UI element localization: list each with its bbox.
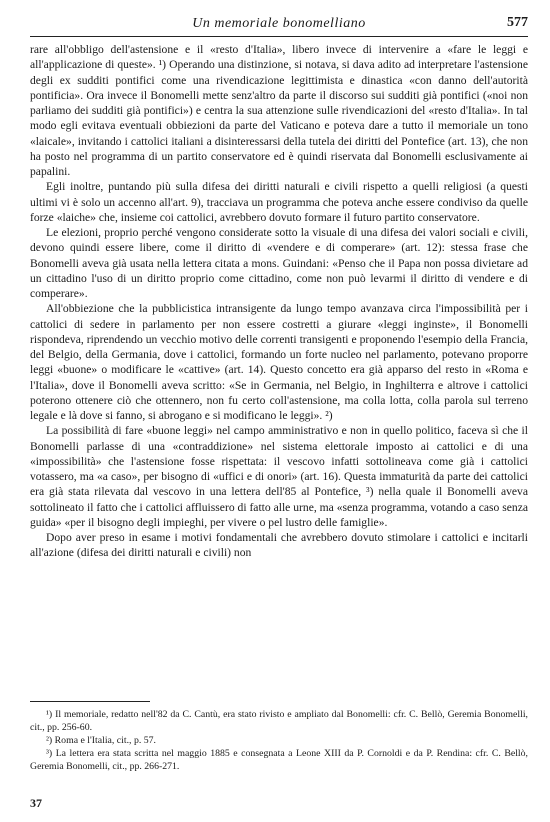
paragraph: La possibilità di fare «buone leggi» nel campo amministrativo e non in quello politico, faceva sì che il Bonomelli parlasse di una «contraddizione» nel sistema elettorale imposto ai cattolici e di una «impossibilità» che l'astensione fosse rispettata: il vescovo infatti sottolineava come già i cattolici votassero, ma «a caso», per bisogno di «uffici e di onori» (art. 16). Questa immaturità da parte dei cattolici era già stata rilevata dal vescovo in una lettera dell'85 al Pontefice, ³) nella quale il Bonomelli aveva sottolineato il fatto che i cattolici affluissero di fatto alle urne, ma «senza programma, votando a caso senza guida» «per il bisogno degli impieghi, per vivere o pel lustro delle famiglie».	[30, 424, 528, 529]
footnote: ³) La lettera era stata scritta nel maggio 1885 e consegnata a Leone XIII da P. Cornoldi e da P. Rendina: cfr. C. Bellò, Geremia Bonomelli, cit., pp. 266-271.	[30, 748, 528, 772]
footnote-rule	[30, 701, 150, 702]
header-rule	[30, 36, 528, 37]
paragraph: Le elezioni, proprio perché vengono considerate sotto la visuale di una difesa dei valori sociali e civili, devono quindi essere libere, come il diritto di «vendere e di comperare» (art. 12): stessa frase che Bonomelli aveva già usata nella lettera citata a mons. Guindani: «Penso che il Papa non possa divietare ad un cittadino l'uso di un diritto proprio come cittadino, come non può levarmi il diritto di vendere e di comperare».	[30, 226, 528, 300]
footnotes	[30, 708, 528, 773]
page-number: 577	[507, 15, 528, 30]
signature-mark: 37	[30, 796, 42, 810]
paragraph: All'obbiezione che la pubblicistica intransigente da lungo tempo avanzava circa l'impossibilità per i cattolici di sedere in parlamento per non essere costretti a giurare «leggi inginste», il Bonomelli rispondeva, riprendendo un vecchio motivo delle correnti transigenti e proponendo l'esempio della Francia, del Belgio, della Germania, dove i cattolici, formando un forte nucleo nel parlamento, potevano proporre leggi «buone» o modificare le «cattive» (art. 14). Questo concetto era già apparso del resto in «Roma e l'Italia», dove il Bonomelli aveva scritto: «Se in Germania, nel Belgio, in Inghilterra e altrove i cattolici poterono ottenere ciò che ottennero, non fu certo coll'astensione, ma colla lotta, colla parola sul terreno legale e là dove si fanno, si abrogano e si modificano le leggi». ²)	[30, 302, 528, 422]
body-text	[30, 42, 528, 561]
footnote: ²) Roma e l'Italia, cit., p. 57.	[46, 735, 156, 746]
paragraph: Egli inoltre, puntando più sulla difesa dei diritti naturali e civili rispetto a quelli religiosi (a questi ultimi vi è solo un accenno all'art. 9), tracciava un programma che poteva anche essere condiviso da quelle forze «laiche» che, insieme coi cattolici, avrebbero dovuto formare il futuro partito conservatore.	[30, 180, 528, 224]
footnote: ¹) Il memoriale, redatto nell'82 da C. Cantù, era stato rivisto e ampliato dal Bonomelli: cfr. C. Bellò, Geremia Bonomelli, cit., pp. 256-60.	[30, 709, 528, 733]
running-header	[30, 14, 528, 36]
running-title: Un memoriale bonomelliano	[192, 16, 366, 31]
paragraph: rare all'obbligo dell'astensione e il «resto d'Italia», libero invece di intervenire a «fare le leggi e all'applicazione di queste». ¹) Operando una distinzione, si notava, si dava adito ad interpretare l'astensione degli ex sudditi pontifici come una rivendicazione legittimista e dinastica «con danno dell'autorità pontificia». Ora invece il Bonomelli mette senz'altro da parte il discorso sui sudditi già pontifici («noi non parliamo dei sudditi già pontifici») e centra la sua attenzione sulle rivendicazioni del «resto d'Italia». In tal modo egli evitava eventuali obbiezioni da parte del Vaticano e poteva dare a tutto il memoriale un tono «laicale», invitando i cattolici italiani a disinteressarsi della tutela dei diritti del Pontefice (art. 13), che non ha posto nel programma di un partito conservatore ed è quindi riservata dal Bonomelli esclusivamente ai papalini.	[30, 43, 528, 178]
paragraph: Dopo aver preso in esame i motivi fondamentali che avrebbero dovuto stimolare i cattolici e incitarli all'azione (difesa dei diritti naturali e civili) non	[30, 531, 528, 560]
